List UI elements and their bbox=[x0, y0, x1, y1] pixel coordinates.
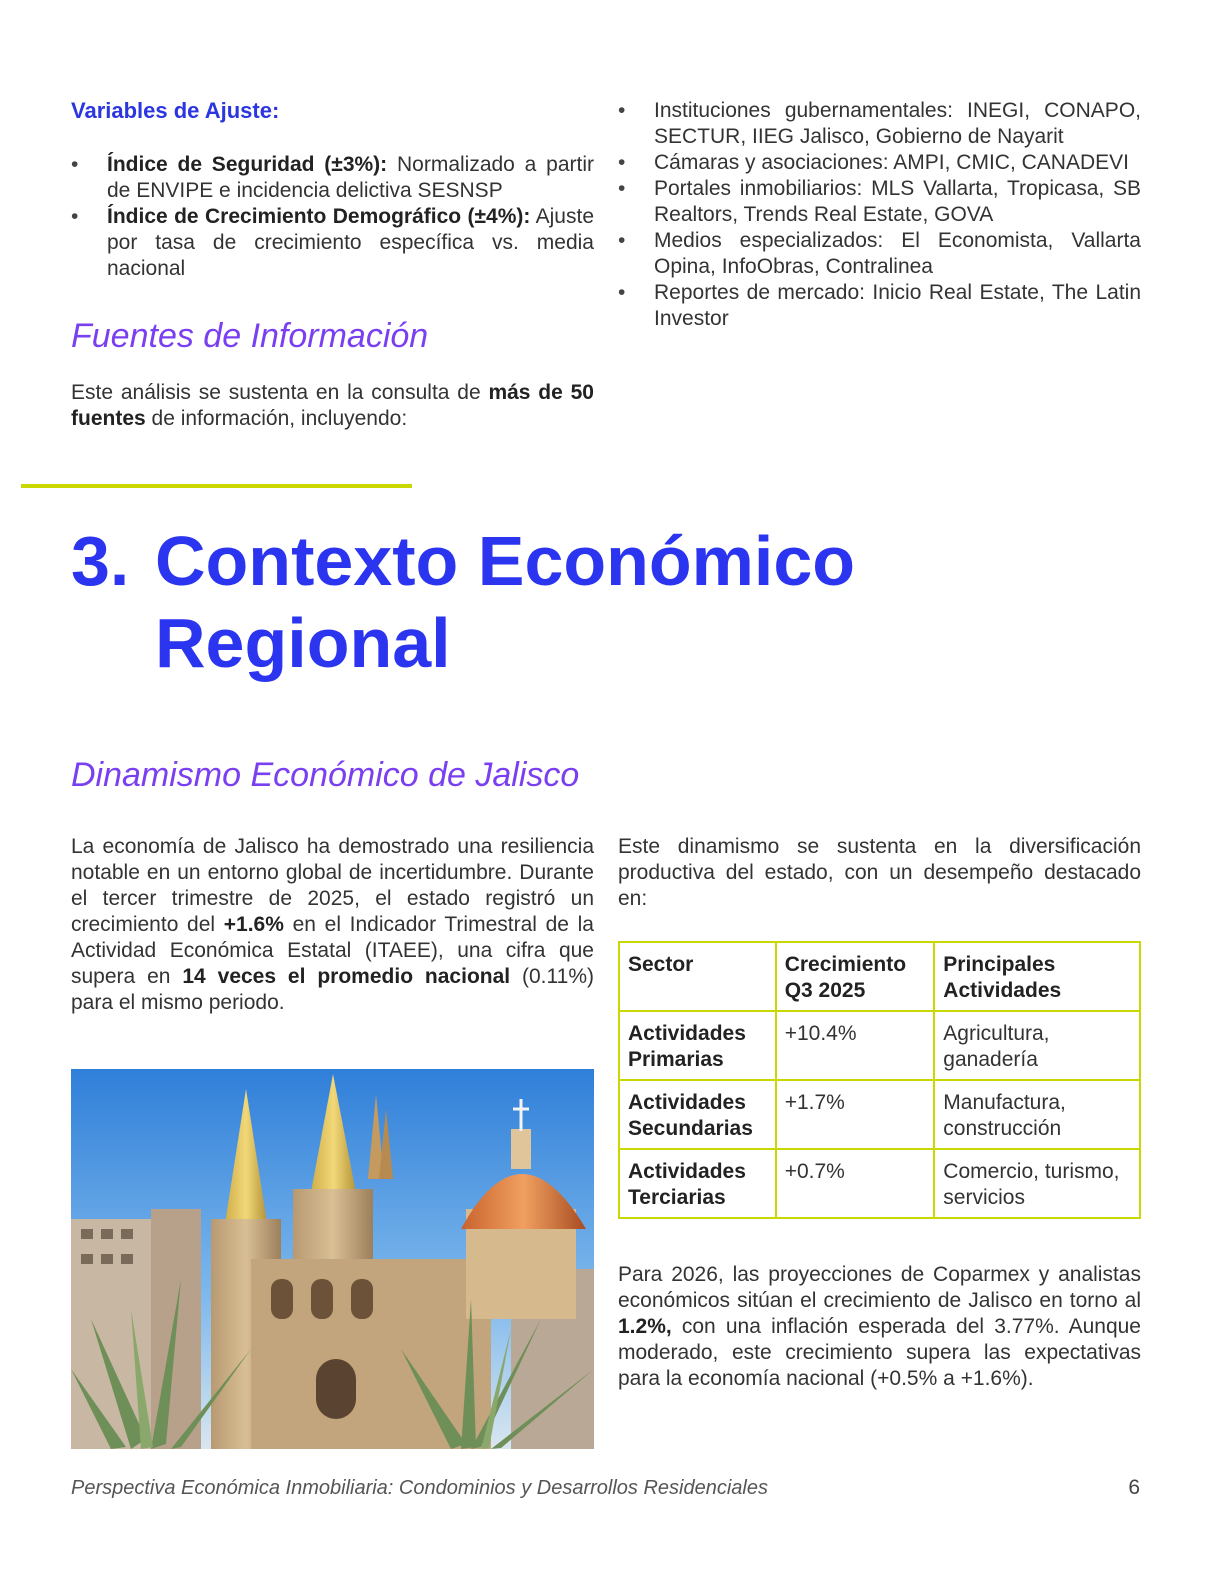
list-item-bold: Índice de Seguridad (±3%): bbox=[107, 153, 388, 176]
table-header-row bbox=[619, 942, 1140, 1011]
sources-list-block bbox=[618, 98, 1141, 332]
list-item-text: Normalizado a partir de ENVIPE e incidencia delictiva SESNSP bbox=[107, 153, 595, 202]
sources-intro bbox=[71, 380, 594, 432]
table-cell: +10.4% bbox=[776, 1011, 935, 1080]
adjust-heading: Variables de Ajuste: bbox=[71, 98, 280, 123]
sector-table bbox=[618, 941, 1141, 1219]
jalisco-paragraph-1 bbox=[71, 834, 594, 1016]
table-row bbox=[619, 1011, 1140, 1080]
text-bold: más de 50 fuentes bbox=[71, 381, 594, 430]
text: La economía de Jalisco ha demostrado una resiliencia notable en un entorno global de incertidumbre. Durante el tercer trimestre de 2025, el estado registró un crecimiento del bbox=[71, 835, 594, 936]
text: con una inflación esperada del 3.77%. Aunque moderado, este crecimiento supera las expectativas para la economía nacional (+0.5% a +1.6%). bbox=[618, 1315, 1141, 1390]
jalisco-paragraph-3 bbox=[618, 1262, 1141, 1392]
list-item-bold: Índice de Crecimiento Demográfico (±4%): bbox=[107, 205, 531, 228]
list-item: • Cámaras y asociaciones: AMPI, CMIC, CANADEVI bbox=[618, 150, 1141, 176]
text: (0.11%) para el mismo periodo. bbox=[71, 965, 594, 1014]
table-cell: Manufactura, construcción bbox=[934, 1080, 1140, 1149]
text: de información, incluyendo: bbox=[145, 407, 408, 430]
jalisco-paragraph-2: Este dinamismo se sustenta en la diversificación productiva del estado, con un desempeño destacado en: bbox=[618, 835, 1141, 910]
list-item: • Reportes de mercado: Inicio Real Estate, The Latin Investor bbox=[618, 280, 1141, 332]
table-cell: +1.7% bbox=[776, 1080, 935, 1149]
sources-heading: Fuentes de Información bbox=[71, 317, 429, 355]
list-item: • Instituciones gubernamentales: INEGI, CONAPO, SECTUR, IIEG Jalisco, Gobierno de Nayarit bbox=[618, 98, 1141, 150]
table-cell: Agricultura, ganadería bbox=[934, 1011, 1140, 1080]
table-header-cell: Crecimiento Q3 2025 bbox=[776, 942, 935, 1011]
adjust-list bbox=[71, 152, 594, 282]
text-bold: 14 veces el promedio nacional bbox=[182, 965, 511, 988]
list-item bbox=[71, 152, 594, 204]
list-item bbox=[71, 204, 594, 282]
table-cell: Actividades Secundarias bbox=[619, 1080, 776, 1149]
text: Para 2026, las proyecciones de Coparmex y analistas económicos sitúan el crecimiento de Jalisco en torno al bbox=[618, 1263, 1141, 1312]
page-number: 6 bbox=[1128, 1476, 1140, 1499]
table-cell: Actividades Primarias bbox=[619, 1011, 776, 1080]
adjust-list-block bbox=[71, 152, 594, 282]
list-item-text: Ajuste por tasa de crecimiento específica vs. media nacional bbox=[107, 205, 595, 280]
table-row bbox=[619, 1149, 1140, 1218]
table-row bbox=[619, 1080, 1140, 1149]
sources-list bbox=[618, 98, 1141, 332]
cathedral-photo bbox=[71, 1069, 594, 1449]
table-cell: +0.7% bbox=[776, 1149, 935, 1218]
section-title bbox=[71, 520, 855, 684]
text: en el Indicador Trimestral de la Actividad Económica Estatal (ITAEE), una cifra que supera en bbox=[71, 913, 594, 988]
accent-divider bbox=[21, 484, 412, 488]
table-header-cell: Principales Actividades bbox=[934, 942, 1140, 1011]
list-item: • Portales inmobiliarios: MLS Vallarta, Tropicasa, SB Realtors, Trends Real Estate, GOVA bbox=[618, 176, 1141, 228]
table-header-cell: Sector bbox=[619, 942, 776, 1011]
section-title-line2: Regional bbox=[155, 604, 451, 682]
text: Este análisis se sustenta en la consulta de bbox=[71, 381, 489, 404]
table-cell: Actividades Terciarias bbox=[619, 1149, 776, 1218]
list-item: • Medios especializados: El Economista, Vallarta Opina, InfoObras, Contralinea bbox=[618, 228, 1141, 280]
section-title-line1: Contexto Económico bbox=[155, 522, 856, 600]
jalisco-heading: Dinamismo Económico de Jalisco bbox=[71, 756, 580, 794]
section-number: 3. bbox=[71, 522, 130, 600]
text-bold: 1.2%, bbox=[618, 1315, 672, 1338]
footer-title: Perspectiva Económica Inmobiliaria: Condominios y Desarrollos Residenciales bbox=[71, 1477, 768, 1499]
text-bold: +1.6% bbox=[223, 913, 284, 936]
table-cell: Comercio, turismo, servicios bbox=[934, 1149, 1140, 1218]
